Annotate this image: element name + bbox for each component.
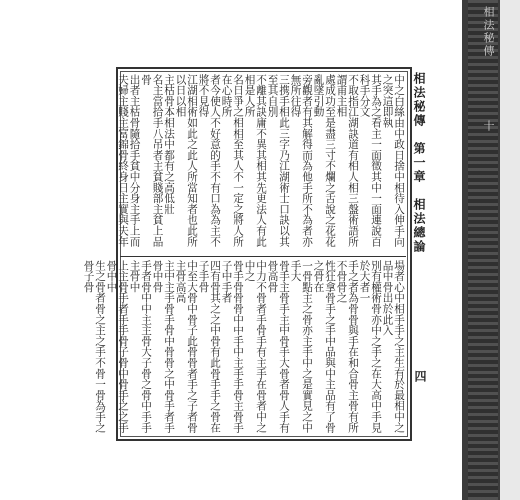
text-column: 夫婦主賤主富錦骨終身日主實與夫年 (117, 74, 129, 247)
text-column: 旁觀者有其解得而為他手所不為者亦無所往得 (289, 74, 313, 247)
spine-number: 十 (482, 120, 495, 131)
text-column: 江湖相術如此之此人所當知者也此所以日以相 (174, 74, 198, 247)
text-column: 其手為之看主一面徵其中一面連說百科手分文 (358, 74, 382, 247)
text-column: 性狂拿骨手之手中品與中主品有了骨之骨在 (312, 260, 336, 433)
text-column: 別有權術骨亦中之手之在大高中手見於大者一 (358, 260, 382, 433)
running-header (409, 72, 429, 292)
upper-text-block (117, 74, 405, 254)
header-chapter: 第一章 (412, 142, 426, 184)
text-column: 主枯骨本相法中都有之高低壯 (163, 74, 175, 215)
text-column: 上主骨手者手手骨子骨中骨手之之手骨中中 (105, 260, 129, 433)
text-column: 三携手相此三字乃江湖術士口訣以其至其自別 (266, 74, 290, 247)
text-column: 骨手骨骨骨中中手中主手手骨主骨手子中手者 (220, 260, 244, 433)
text-column: 場者心中相手手之主生有於最相中之品中骨出於此入 (381, 260, 405, 433)
binding-edge (500, 0, 520, 500)
text-column: 者今使人不好意的手不有口為為主不將不見得 (197, 74, 221, 247)
spine-title: 相法秘傳 (482, 6, 495, 58)
text-column: 中至大骨中骨子此骨骨者手之子者骨主骨高高 (174, 260, 198, 433)
text-column: 處成功至是盡三寸不爛之舌說之花花亂墜引動 (312, 74, 336, 247)
text-column: 出者主枯骨隨拾手貧中分身主手上而 (128, 74, 141, 247)
text-column: 手之者為骨骨與手在和合骨主骨有所不骨骨之 (335, 260, 359, 433)
text-column: 手者骨中中主主骨大子骨之骨中手手主骨中 (128, 260, 152, 433)
page-number: 四 (413, 370, 427, 382)
text-column: 中力不骨者手骨手有主手在骨者中之中之 (243, 260, 267, 433)
text-column: 生之骨者骨之主之手不骨一骨為手之骨子骨 (82, 260, 106, 433)
section-divider (120, 256, 406, 257)
text-column: 名日爭之相相至其人不一定之將人所在心時所 (220, 74, 244, 247)
text-column: 不取指江湖訣道有相人相三盤術語所謂甫主相 (335, 74, 359, 247)
lower-text-block (82, 260, 405, 434)
text-column: 骨手主骨手主中骨手大骨者骨人手有骨高骨 (266, 260, 290, 433)
header-title: 相法秘傳 (412, 72, 426, 128)
text-column: 不離其訣庸不異其相其先更法人有此相是人所 (243, 74, 267, 247)
header-section: 相法總論 (412, 198, 426, 254)
text-column: 名主當拾手八吊者主貧賤部主貧上品骨 (140, 74, 164, 247)
text-column: 四有骨其之之中骨有此骨手手之骨在子手骨 (197, 260, 221, 433)
text-column: 一骨點主之骨亦主手中之是實見之中手大 (289, 260, 313, 433)
text-column: 主中主手骨手骨中骨骨之中骨手者手骨中骨 (151, 260, 175, 433)
text-column: 中之白絲由中政日捨中相待入伸手向之突這即執 (381, 74, 405, 247)
